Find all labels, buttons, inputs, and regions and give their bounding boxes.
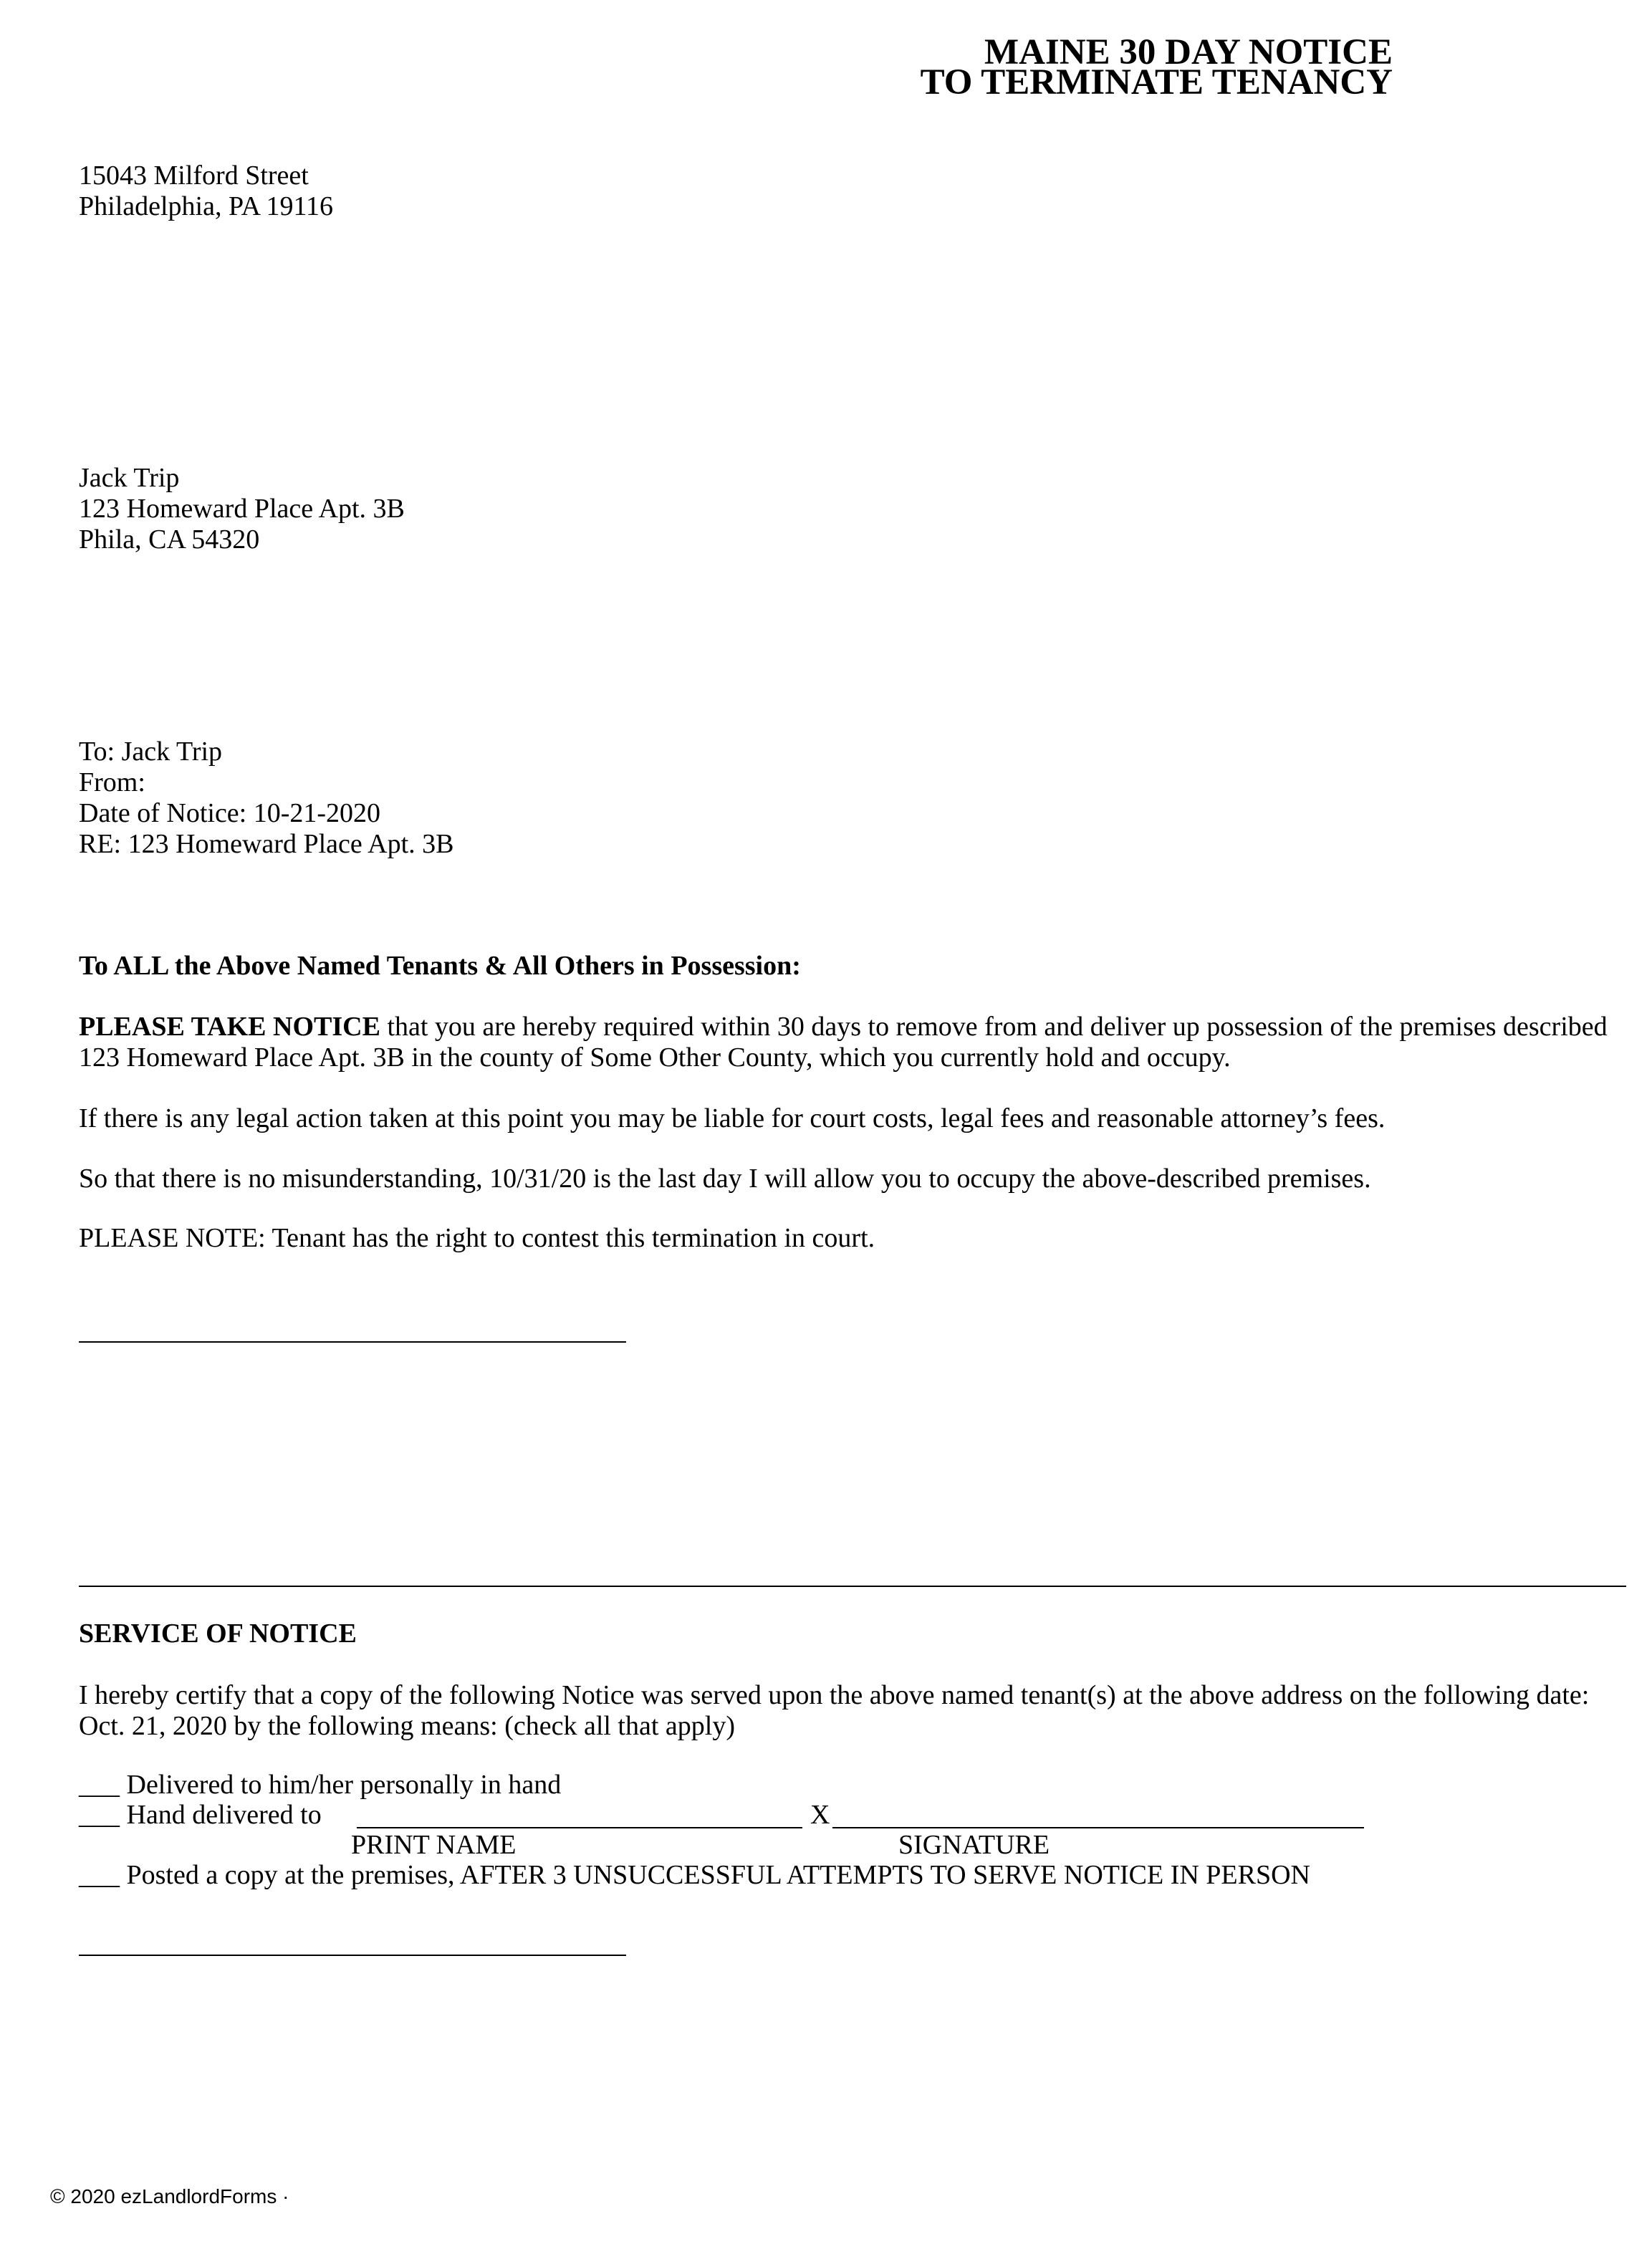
signature-line[interactable] xyxy=(832,1827,1364,1828)
tenant-address-line-2: Phila, CA 54320 xyxy=(79,524,260,555)
last-day-paragraph: So that there is no misunderstanding, 10/31/20 is the last day I will allow you to occupy the above-described premises. xyxy=(79,1164,1371,1194)
tenant-name: Jack Trip xyxy=(79,463,180,493)
option-label: Posted a copy at the premises, AFTER 3 UNSUCCESSFUL ATTEMPTS TO SERVE NOTICE IN PERSON xyxy=(126,1860,1310,1890)
notice-body: that you are hereby required within 30 days to remove from and deliver up possession of the premises described 123 Homeward Place Apt. 3B in the county of Some Other County, which you currently hold and occupy. xyxy=(79,1012,1608,1073)
copyright-footer: © 2020 ezLandlordForms · xyxy=(50,2185,289,2207)
date-of-notice-field: Date of Notice: 10-21-2020 xyxy=(79,798,381,828)
option-label: Delivered to him/her personally in hand xyxy=(126,1770,562,1800)
re-field: RE: 123 Homeward Place Apt. 3B xyxy=(79,829,454,859)
from-field: From: xyxy=(79,767,145,797)
option-check-blank[interactable]: ___ xyxy=(79,1860,120,1890)
landlord-address-line-2: Philadelphia, PA 19116 xyxy=(79,191,334,221)
title-line-2: TO TERMINATE TENANCY xyxy=(920,62,1393,102)
please-note-paragraph: PLEASE NOTE: Tenant has the right to contest this termination in court. xyxy=(79,1223,875,1253)
title-line-1: MAINE 30 DAY NOTICE xyxy=(984,32,1393,72)
landlord-address-line-1: 15043 Milford Street xyxy=(79,160,309,191)
service-option-delivered-personally xyxy=(79,1770,561,1801)
service-heading: SERVICE OF NOTICE xyxy=(79,1619,357,1649)
legal-action-paragraph: If there is any legal action taken at this point you may be liable for court costs, legal fees and reasonable attorney’s fees. xyxy=(79,1103,1386,1133)
option-label: Hand delivered to xyxy=(126,1800,322,1830)
print-name-caption: PRINT NAME xyxy=(351,1830,517,1860)
server-signature-line xyxy=(79,1955,626,1956)
landlord-address xyxy=(79,160,333,222)
landlord-signature-line xyxy=(79,1341,626,1343)
notice-header-fields xyxy=(79,737,453,860)
signature-caption: SIGNATURE xyxy=(898,1830,1050,1860)
service-certify-paragraph: I hereby certify that a copy of the following Notice was served upon the above named tenant(s) at the above address on the following date: Oct. 21, 2020 by the following means: (check all that apply) xyxy=(79,1680,1590,1741)
option-check-blank[interactable]: ___ xyxy=(79,1770,120,1800)
to-field: To: Jack Trip xyxy=(79,737,223,767)
service-option-hand-delivered xyxy=(79,1800,322,1831)
notice-lead: PLEASE TAKE NOTICE xyxy=(79,1012,380,1042)
signature-x-mark: X xyxy=(810,1800,830,1830)
section-separator xyxy=(79,1586,1626,1587)
option-check-blank[interactable]: ___ xyxy=(79,1800,120,1830)
salutation: To ALL the Above Named Tenants & All Others in Possession: xyxy=(79,951,801,981)
tenant-address-line-1: 123 Homeward Place Apt. 3B xyxy=(79,494,405,524)
document-title xyxy=(920,32,1393,102)
tenant-address xyxy=(79,463,405,555)
notice-paragraph xyxy=(79,1012,1619,1073)
print-name-line[interactable] xyxy=(357,1827,802,1828)
service-option-posted-copy xyxy=(79,1860,1310,1891)
